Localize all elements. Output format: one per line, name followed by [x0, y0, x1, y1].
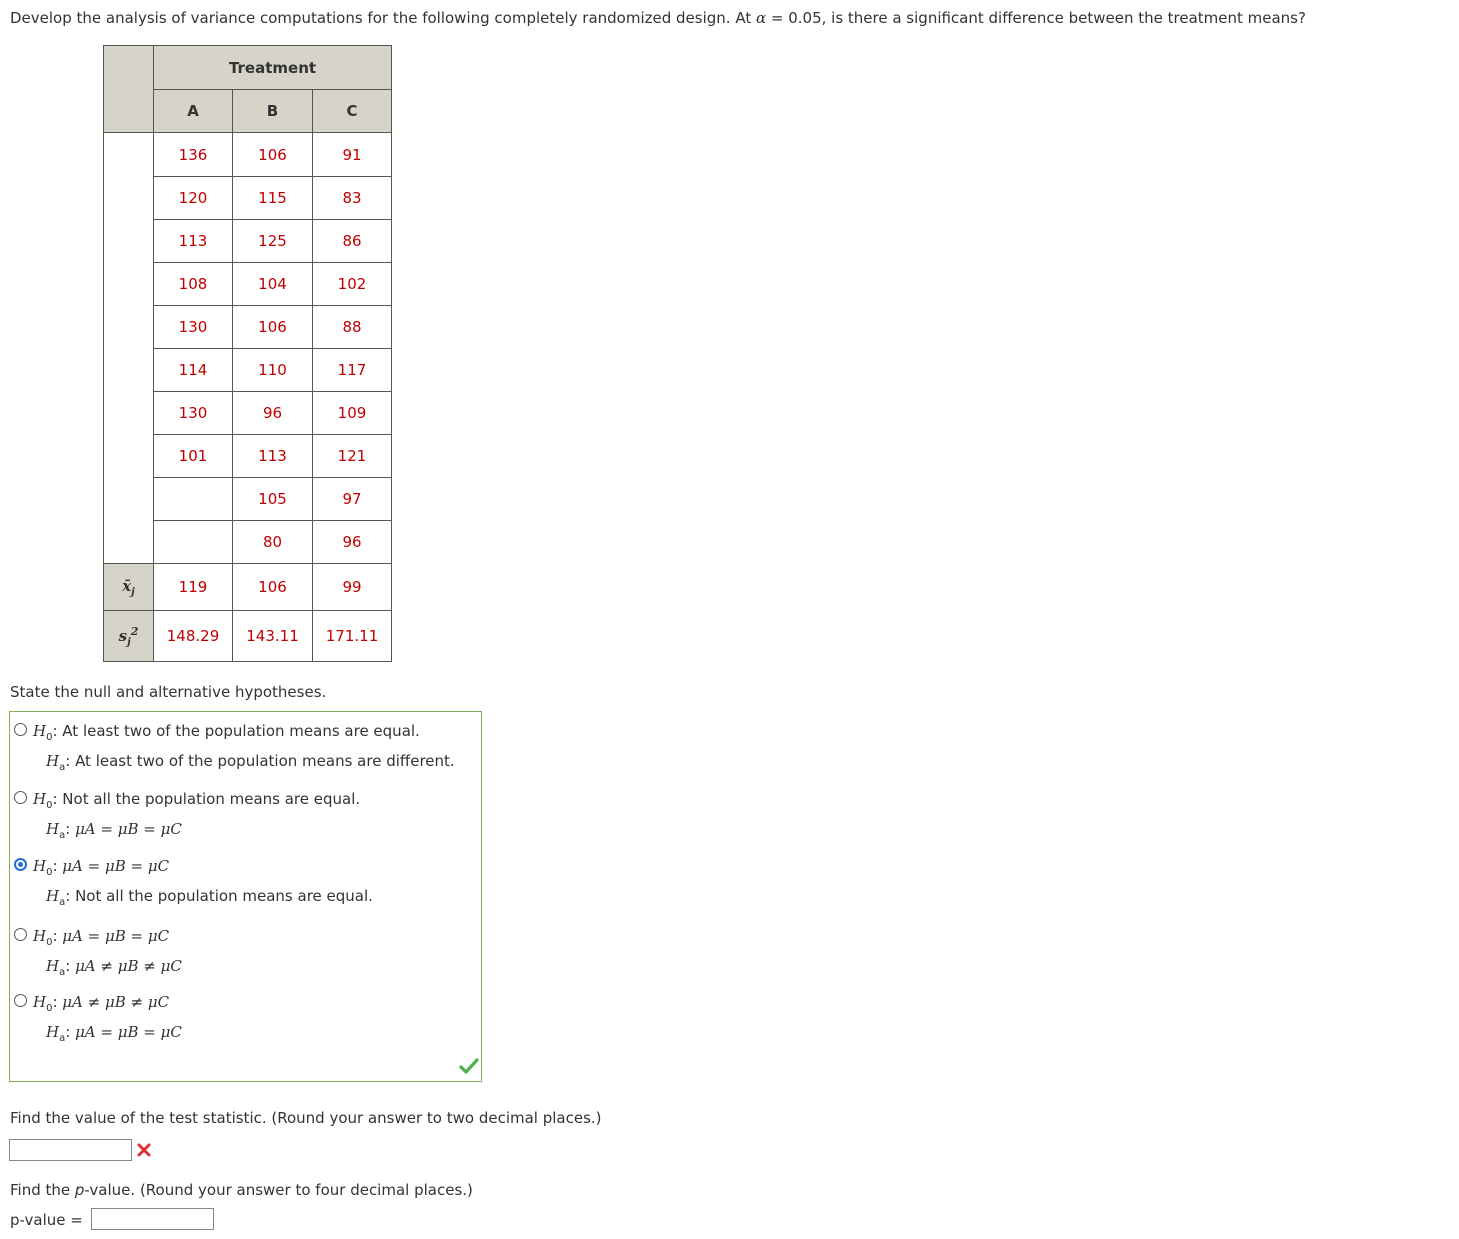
- variance-c: 171.11: [313, 611, 392, 662]
- table-cell: 106: [233, 133, 313, 177]
- variance-a: 148.29: [154, 611, 233, 662]
- table-cell: 130: [154, 306, 233, 349]
- table-row: [104, 133, 392, 177]
- column-header-b: B: [233, 90, 313, 133]
- p-value-prompt: Find the p-value. (Round your answer to four decimal places.): [10, 1181, 473, 1199]
- column-header-c: C: [313, 90, 392, 133]
- table-cell: 83: [313, 177, 392, 220]
- table-cell: 96: [233, 392, 313, 435]
- table-cell: 86: [313, 220, 392, 263]
- option-ha: μA = μB = μC: [75, 1023, 182, 1041]
- treatment-header: Treatment: [154, 46, 392, 90]
- option-h0: μA = μB = μC: [62, 927, 170, 945]
- option-h0: μA ≠ μB ≠ μC: [62, 993, 170, 1011]
- table-cell: 96: [313, 521, 392, 564]
- row-label-blank: [104, 133, 154, 564]
- hypothesis-option-5[interactable]: $H_0$: μA ≠ μB ≠ μC $H_a$: μA = μB = μC: [14, 993, 182, 1044]
- option-ha: At least two of the population means are different.: [75, 752, 455, 770]
- option-ha: μA ≠ μB ≠ μC: [75, 957, 182, 975]
- data-table: [103, 45, 392, 662]
- table-cell: 109: [313, 392, 392, 435]
- mean-c: 99: [313, 564, 392, 611]
- table-cell: 113: [154, 220, 233, 263]
- table-cell: [154, 521, 233, 564]
- table-cell: 136: [154, 133, 233, 177]
- radio-button[interactable]: [14, 928, 27, 941]
- test-statistic-input[interactable]: [9, 1139, 132, 1161]
- table-corner: [104, 46, 154, 133]
- table-cell: 121: [313, 435, 392, 478]
- table-cell: 108: [154, 263, 233, 306]
- table-cell: 80: [233, 521, 313, 564]
- radio-button-selected[interactable]: [14, 858, 27, 871]
- radio-button[interactable]: [14, 791, 27, 804]
- checkmark-icon: [459, 1058, 479, 1074]
- hypotheses-prompt: State the null and alternative hypotheses.: [10, 683, 327, 701]
- table-cell: 88: [313, 306, 392, 349]
- table-cell: 130: [154, 392, 233, 435]
- table-cell: [154, 478, 233, 521]
- option-ha: Not all the population means are equal.: [75, 887, 373, 905]
- p-value-input[interactable]: [91, 1208, 214, 1230]
- mean-b: 106: [233, 564, 313, 611]
- option-h0: μA = μB = μC: [62, 857, 170, 875]
- table-cell: 105: [233, 478, 313, 521]
- option-ha: μA = μB = μC: [75, 820, 182, 838]
- table-cell: 115: [233, 177, 313, 220]
- table-cell: 120: [154, 177, 233, 220]
- table-cell: 114: [154, 349, 233, 392]
- table-cell: 97: [313, 478, 392, 521]
- variance-b: 143.11: [233, 611, 313, 662]
- x-icon: [136, 1142, 152, 1158]
- mean-a: 119: [154, 564, 233, 611]
- question-text: Develop the analysis of variance computations for the following completely randomized design. At α = 0.05, is there a significant difference between the treatment means?: [10, 9, 1306, 27]
- table-cell: 110: [233, 349, 313, 392]
- hypothesis-option-1[interactable]: $H_0$: At least two of the population means are equal. $H_a$: At least two of the population means are different.: [14, 722, 455, 773]
- radio-button[interactable]: [14, 723, 27, 736]
- table-cell: 91: [313, 133, 392, 177]
- hypothesis-option-4[interactable]: $H_0$: μA = μB = μC $H_a$: μA ≠ μB ≠ μC: [14, 927, 182, 978]
- table-cell: 101: [154, 435, 233, 478]
- radio-button[interactable]: [14, 994, 27, 1007]
- table-cell: 113: [233, 435, 313, 478]
- test-statistic-prompt: Find the value of the test statistic. (Round your answer to two decimal places.): [10, 1109, 602, 1127]
- p-value-label: p-value =: [10, 1211, 83, 1229]
- table-cell: 106: [233, 306, 313, 349]
- table-cell: 125: [233, 220, 313, 263]
- hypothesis-option-2[interactable]: $H_0$: Not all the population means are equal. $H_a$: μA = μB = μC: [14, 790, 360, 841]
- hypothesis-option-3[interactable]: $H_0$: μA = μB = μC $H_a$: Not all the population means are equal.: [14, 857, 373, 908]
- option-h0: Not all the population means are equal.: [62, 790, 361, 808]
- table-cell: 104: [233, 263, 313, 306]
- mean-label: $x̄_j$: [104, 564, 154, 611]
- table-cell: 102: [313, 263, 392, 306]
- option-h0: At least two of the population means are equal.: [62, 722, 420, 740]
- variance-label: $s_j^2$: [104, 611, 154, 662]
- table-cell: 117: [313, 349, 392, 392]
- column-header-a: A: [154, 90, 233, 133]
